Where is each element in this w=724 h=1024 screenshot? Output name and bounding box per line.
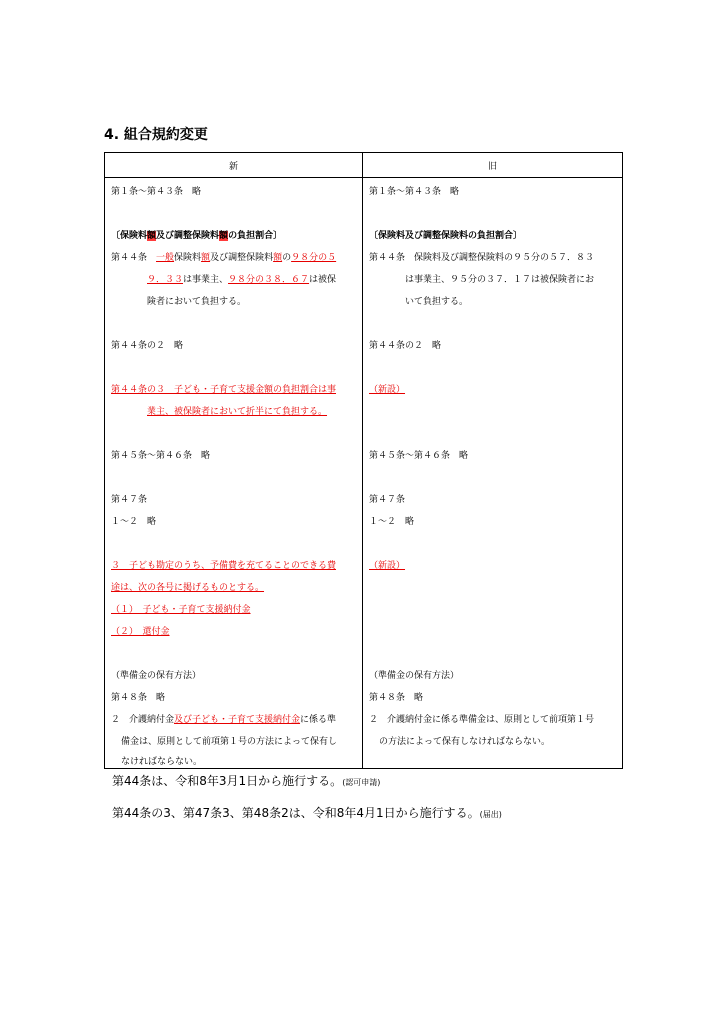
new-article-48-2-line1: ２ 介護納付金及び子ども・子育て支援納付金に係る準: [111, 715, 337, 725]
old-heading-44: 〔保険料及び調整保険料の負担割合〕: [369, 231, 523, 241]
new-article-47-3-line2: 途は、次の各号に掲げるものとする。: [111, 583, 265, 593]
new-article-48: 第４８条 略: [111, 693, 166, 703]
new-reserve-heading: （準備金の保有方法）: [111, 671, 202, 681]
old-article-44-2: 第４４条の２ 略: [369, 341, 442, 351]
old-reserve-heading: （準備金の保有方法）: [369, 671, 460, 681]
old-article-44-line1: 第４４条 保険料及び調整保険料の９５分の５７．８３: [369, 253, 595, 263]
new-article-47-1-2: １～２ 略: [111, 517, 157, 527]
new-article-47-3-item2: （２） 還付金: [111, 627, 170, 637]
old-article-44-line3: いて負担する。: [405, 297, 469, 307]
new-article-48-2-line3: なければならない。: [121, 757, 203, 767]
new-article-47: 第４７条: [111, 495, 148, 505]
old-article-44-line2: は事業主、９５分の３７．１７は被保険者にお: [405, 275, 595, 285]
new-heading-44: 〔保険料額及び調整保険料額の負担割合〕: [111, 231, 283, 241]
new-article-44-3-line1: 第４４条の３ 子ども・子育て支援金額の負担割合は事: [111, 385, 337, 395]
old-article-48-2-line1: ２ 介護納付金に係る準備金は、原則として前項第１号: [369, 715, 595, 725]
new-article-48-2-line2: 備金は、原則として前項第１号の方法によって保有し: [121, 737, 338, 747]
old-article-47: 第４７条: [369, 495, 406, 505]
old-new-establishment-2: （新設）: [369, 561, 406, 571]
old-column: [363, 178, 623, 769]
header-new: 新: [105, 153, 363, 178]
new-article-44-2: 第４４条の２ 略: [111, 341, 184, 351]
old-article-48: 第４８条 略: [369, 693, 424, 703]
header-old: 旧: [363, 153, 623, 178]
old-article-1-43: 第１条～第４３条 略: [369, 187, 460, 197]
new-article-44-line3: 険者において負担する。: [147, 297, 247, 307]
new-article-1-43: 第１条～第４３条 略: [111, 187, 202, 197]
old-new-establishment-1: （新設）: [369, 385, 406, 395]
section-title: 4. 組合規約変更: [104, 127, 208, 143]
new-article-44-line1: 第４４条 一般保険料額及び調整保険料額の９８分の５: [111, 253, 337, 263]
new-column: [105, 178, 363, 769]
new-article-44-3-line2: 業主、被保険者において折半にて負担する。: [147, 407, 328, 417]
comparison-table: [104, 152, 623, 769]
old-article-47-1-2: １～２ 略: [369, 517, 415, 527]
new-article-47-3-line1: ３ 子ども勘定のうち、予備費を充てることのできる費: [111, 561, 337, 571]
old-article-45-46: 第４５条～第４６条 略: [369, 451, 469, 461]
old-article-48-2-line2: の方法によって保有しなければならない。: [379, 737, 551, 747]
new-article-44-line2: ９．３３は事業主、９８分の３８．６７は被保: [147, 275, 337, 285]
new-article-47-3-item1: （１） 子ども・子育て支援納付金: [111, 605, 251, 615]
new-article-45-46: 第４５条～第４６条 略: [111, 451, 211, 461]
effective-date-note-2: 第44条の3、第47条3、第48条2は、令和8年4月1日から施行する。(届出): [112, 806, 502, 820]
effective-date-note-1: 第44条は、令和8年3月1日から施行する。(認可申請): [112, 774, 381, 788]
